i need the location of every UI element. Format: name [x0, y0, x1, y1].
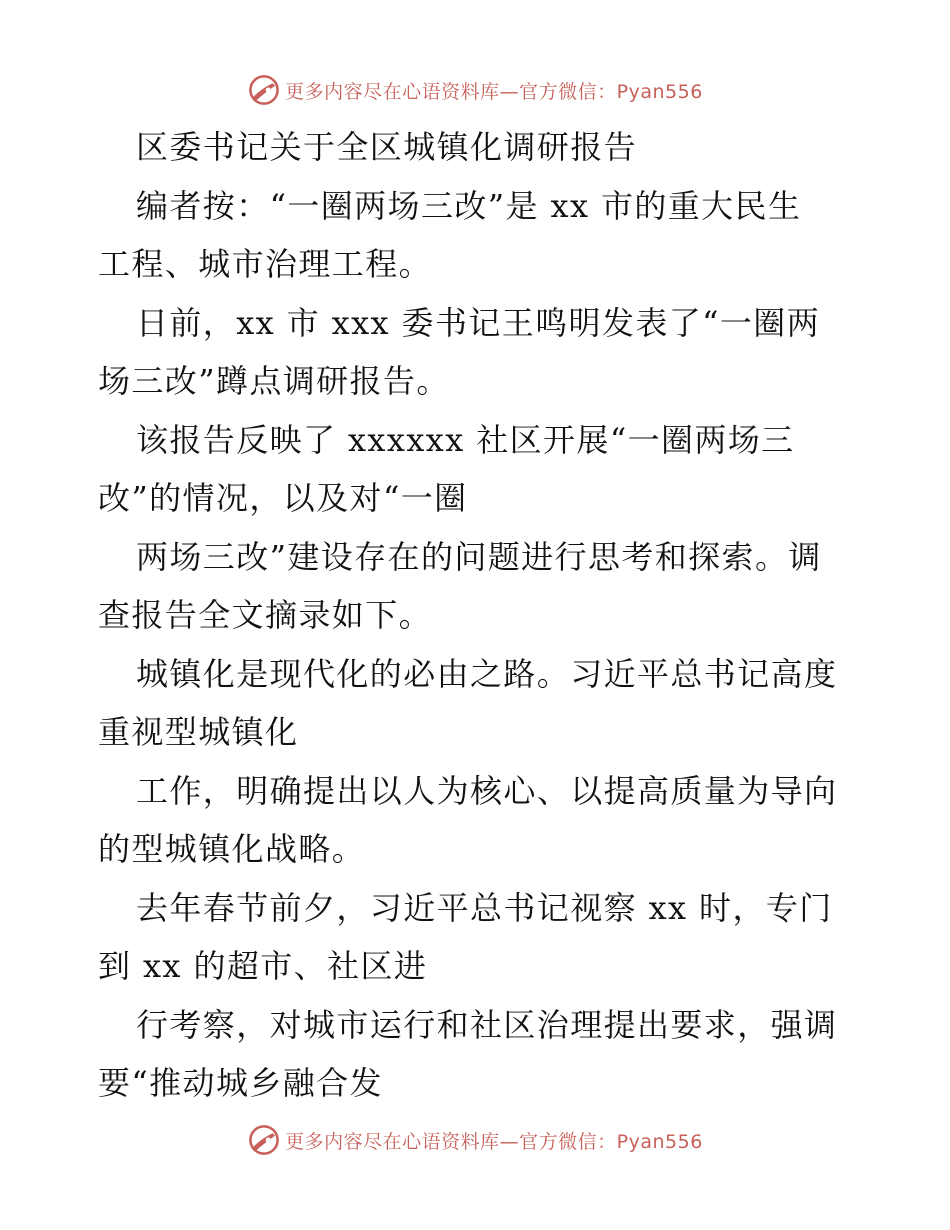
paragraph-line: 城镇化是现代化的必由之路。习近平总书记高度: [136, 654, 838, 693]
paragraph-line: 编者按：“一圈两场三改”是 xx 市的重大民生: [136, 186, 802, 225]
pen-logo-icon: [247, 73, 281, 107]
watermark-text: 更多内容尽在心语资料库—官方微信：Pyan556: [285, 1130, 703, 1153]
paragraph-line: 日前，xx 市 xxx 委书记王鸣明发表了“一圈两: [136, 303, 821, 342]
paragraph-line: 查报告全文摘录如下。: [98, 596, 433, 634]
pen-logo-icon: [247, 1123, 281, 1157]
paragraph-line: 两场三改”建设存在的问题进行思考和探索。调: [136, 537, 822, 576]
paragraph-line: 要“推动城乡融合发: [98, 1064, 383, 1102]
watermark-header: [0, 70, 950, 110]
paragraph-line: 的型城镇化战略。: [98, 830, 366, 868]
document-body: [98, 118, 858, 1113]
paragraph-line: 重视型城镇化: [98, 713, 299, 751]
watermark-footer: [0, 1120, 950, 1160]
paragraph-line: 改”的情况，以及对“一圈: [98, 479, 468, 517]
paragraph-line: 工作，明确提出以人为核心、以提高质量为导向: [136, 771, 838, 810]
paragraph-line: 去年春节前夕，习近平总书记视察 xx 时，专门: [136, 888, 833, 927]
document-title: 区委书记关于全区城镇化调研报告: [136, 128, 638, 166]
paragraph-line: 工程、城市治理工程。: [98, 245, 433, 283]
watermark-text: 更多内容尽在心语资料库—官方微信：Pyan556: [285, 80, 703, 103]
paragraph-line: 到 xx 的超市、社区进: [98, 947, 428, 985]
paragraph-line: 行考察，对城市运行和社区治理提出要求，强调: [136, 1005, 838, 1044]
paragraph-line: 该报告反映了 xxxxxx 社区开展“一圈两场三: [136, 420, 795, 459]
paragraph-line: 场三改”蹲点调研报告。: [98, 362, 450, 400]
